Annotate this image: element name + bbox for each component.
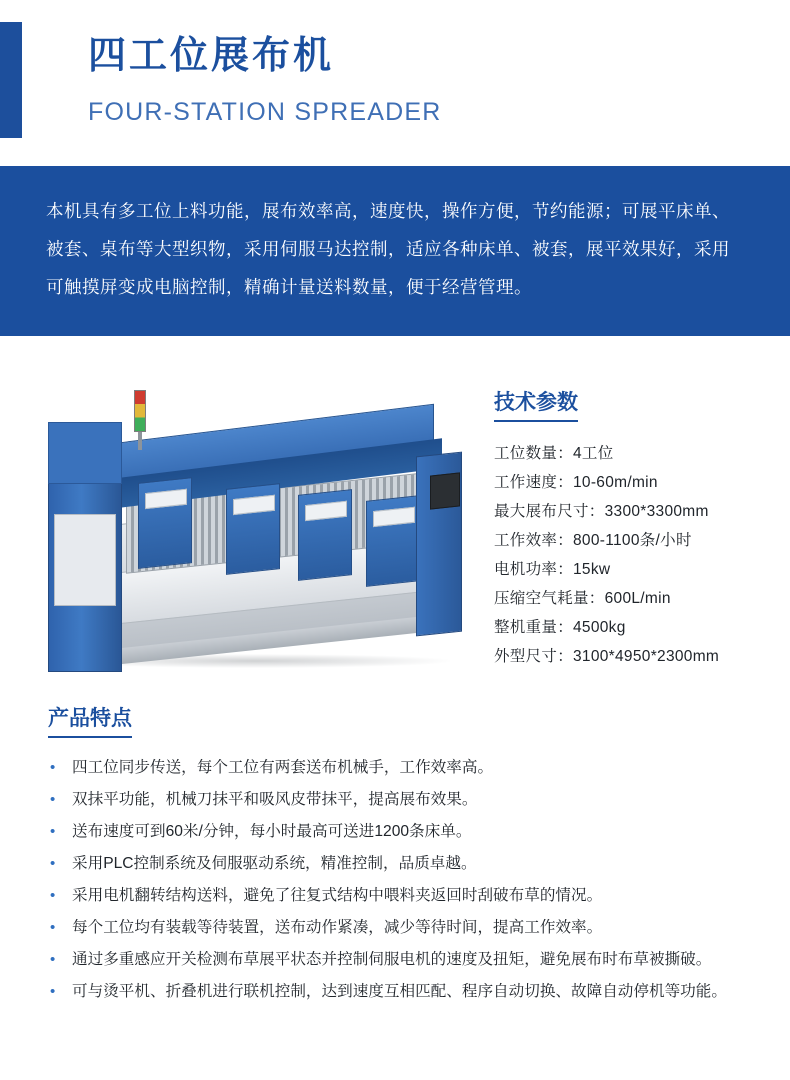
spec-item: 压缩空气耗量：600L/min — [494, 590, 671, 607]
page-subtitle: FOUR-STATION SPREADER — [88, 98, 442, 126]
bullet-icon: • — [50, 855, 56, 872]
features-title: 产品特点 — [48, 702, 132, 738]
spec-item: 最大展布尺寸：3300*3300mm — [494, 503, 709, 520]
spec-item: 整机重量：4500kg — [494, 619, 626, 636]
list-item-label: 采用电机翻转结构送料，避免了往复式结构中喂料夹返回时刮破布草的情况。 — [72, 887, 603, 904]
page-header — [0, 0, 790, 158]
station-chip — [373, 507, 415, 527]
bullet-icon: • — [50, 983, 56, 1000]
bullet-icon: • — [50, 823, 56, 840]
machine-left-top-panel — [48, 422, 122, 484]
bullet-icon: • — [50, 951, 56, 968]
machine-station-1 — [138, 477, 192, 569]
list-item — [40, 816, 750, 848]
header-accent-bar — [0, 22, 22, 138]
machine-station-4 — [366, 495, 420, 587]
spec-item: 工位数量：4工位 — [494, 445, 614, 462]
list-item-label: 送布速度可到60米/分钟，每小时最高可送进1200条床单。 — [72, 823, 472, 840]
list-item — [40, 784, 750, 816]
intro-paragraph: 本机具有多工位上料功能，展布效率高，速度快，操作方便，节约能源；可展平床单、被套、桌布等大型织物，采用伺服马达控制，适应各种床单、被套，展平效果好，采用可触摸屏变成电脑控制，精确计量送料数量，便于经营管理。 — [0, 166, 790, 336]
touchscreen-hmi — [430, 472, 460, 509]
features-section — [0, 672, 790, 1008]
product-section — [0, 336, 790, 672]
bullet-icon: • — [50, 759, 56, 776]
station-chip — [233, 495, 275, 515]
bullet-icon: • — [50, 919, 56, 936]
specifications-block — [480, 362, 760, 672]
list-item-label: 采用PLC控制系统及伺服驱动系统，精准控制，品质卓越。 — [72, 855, 477, 872]
signal-pole — [138, 430, 142, 450]
features-list — [40, 752, 750, 1008]
machine-photo — [30, 362, 480, 672]
specifications-title: 技术参数 — [494, 386, 578, 422]
list-item — [40, 944, 750, 976]
spec-item: 外型尺寸：3100*4950*2300mm — [494, 648, 720, 665]
list-item — [40, 848, 750, 880]
station-chip — [305, 501, 347, 521]
list-item-label: 每个工位均有装载等待装置，送布动作紧凑，减少等待时间，提高工作效率。 — [72, 919, 603, 936]
spec-item: 电机功率：15kw — [494, 561, 611, 578]
list-item-label: 通过多重感应开关检测布草展平状态并控制伺服电机的速度及扭矩，避免展布时布草被撕破。 — [72, 951, 712, 968]
spec-item: 工作速度：10-60m/min — [494, 474, 658, 491]
page-title: 四工位展布机 — [88, 35, 335, 77]
machine-station-2 — [226, 483, 280, 575]
list-item-label: 可与烫平机、折叠机进行联机控制，达到速度互相匹配、程序自动切换、故障自动停机等功能。 — [72, 983, 727, 1000]
machine-control-panel — [54, 514, 116, 606]
bullet-icon: • — [50, 887, 56, 904]
bullet-icon: • — [50, 791, 56, 808]
signal-tower-light-icon — [134, 390, 146, 432]
list-item-label: 双抹平功能，机械刀抹平和吸风皮带抹平，提高展布效果。 — [72, 791, 478, 808]
list-item — [40, 880, 750, 912]
spec-item: 工作效率：800-1100条/小时 — [494, 532, 692, 549]
machine-station-3 — [298, 489, 352, 581]
list-item — [40, 976, 750, 1008]
list-item-label: 四工位同步传送，每个工位有两套送布机械手，工作效率高。 — [72, 759, 494, 776]
list-item — [40, 912, 750, 944]
list-item — [40, 752, 750, 784]
station-chip — [145, 489, 187, 509]
